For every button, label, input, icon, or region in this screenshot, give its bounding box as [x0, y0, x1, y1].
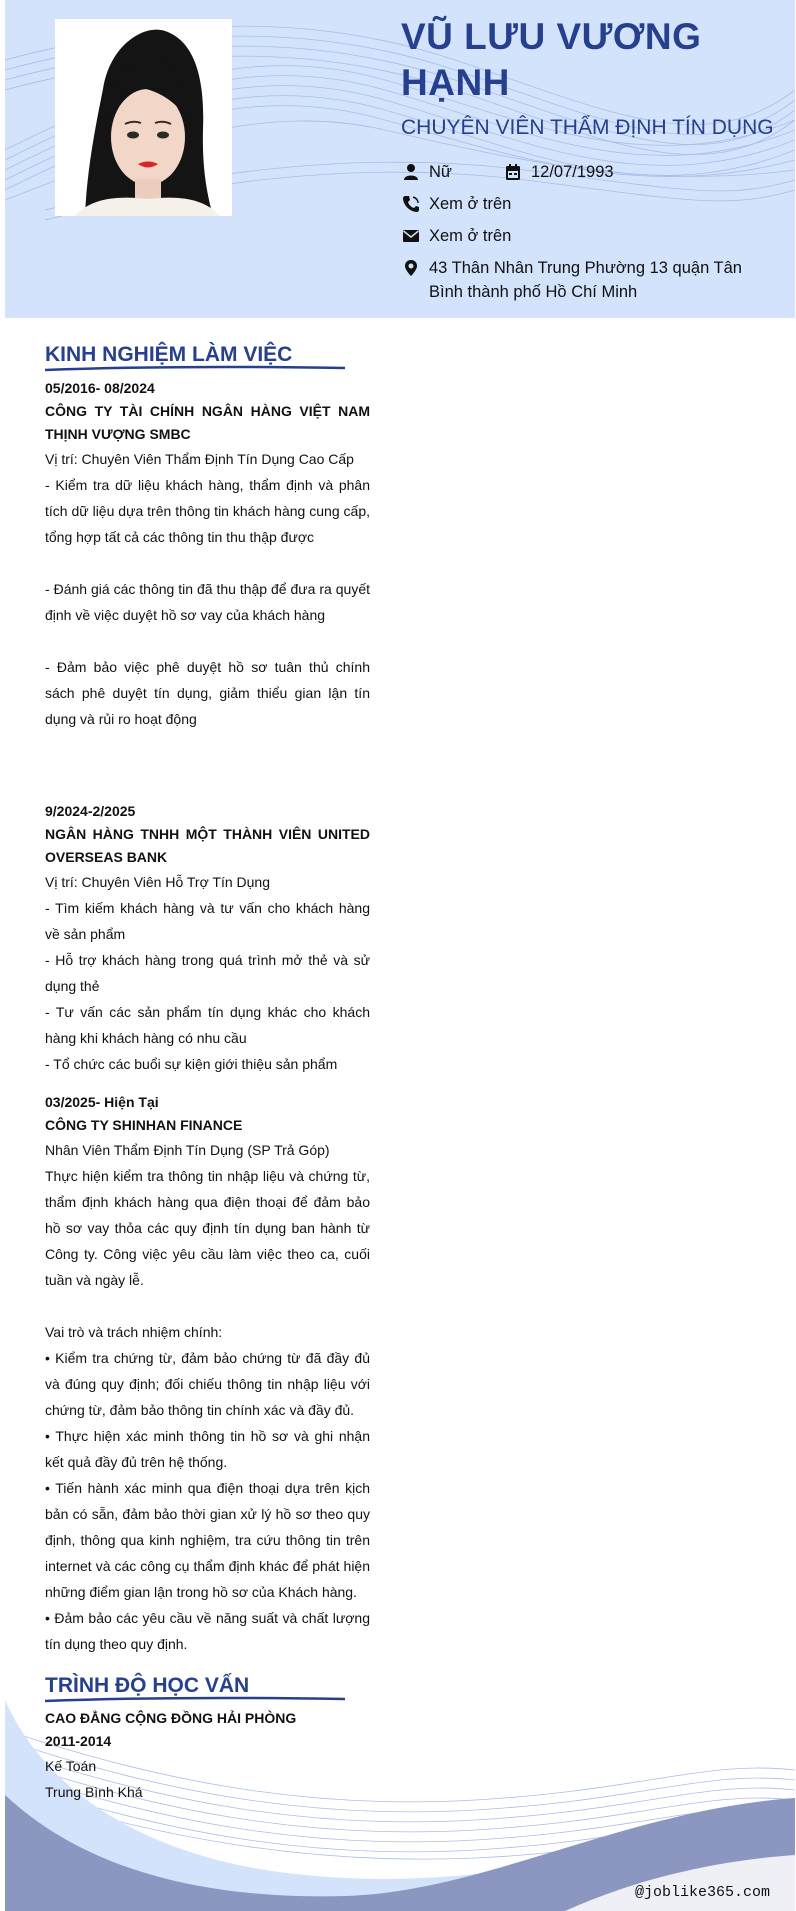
experience-entry — [45, 377, 370, 732]
experience-detail: - Tổ chức các buổi sự kiện giới thiệu sản phẩm — [45, 1056, 338, 1072]
phone-icon — [402, 195, 420, 213]
experience-company: NGÂN HÀNG TNHH MỘT THÀNH VIÊN UNITED OVERSEAS BANK — [45, 826, 370, 865]
gender-value: Nữ — [429, 163, 452, 181]
education-major: Kế Toán — [45, 1758, 97, 1774]
education-years: 2011-2014 — [45, 1733, 112, 1749]
user-icon — [402, 163, 420, 181]
experience-entry — [45, 800, 370, 1077]
experience-position: Vị trí: Chuyên Viên Thẩm Định Tín Dụng Cao Cấp — [45, 451, 354, 467]
experience-position: Vị trí: Chuyên Viên Hỗ Trợ Tín Dụng — [45, 874, 270, 890]
experience-detail: • Tiến hành xác minh qua điện thoại dựa trên kịch bản có sẵn, đảm bảo thời gian xử lý hồ sơ theo quy định, thông qua kinh nghiệm, tra cứu thông tin trên internet và các công cụ thẩm định khác để phát hiện những điểm gian lận trong hồ sơ của Khách hàng. — [45, 1480, 370, 1600]
experience-detail: • Thực hiện xác minh thông tin hồ sơ và ghi nhận kết quả đầy đủ trên hệ thống. — [45, 1428, 370, 1470]
portrait-illustration — [55, 19, 232, 216]
experience-detail: • Đảm bảo các yêu cầu về năng suất và chất lượng tín dụng theo quy định. — [45, 1610, 370, 1652]
experience-title-underline — [45, 365, 345, 373]
experience-detail: • Kiểm tra chứng từ, đảm bảo chứng từ đã đầy đủ và đúng quy định; đối chiếu thông tin nhập liệu với chứng từ, đảm bảo thông tin chính xác và đầy đủ. — [45, 1350, 370, 1418]
experience-detail: - Đánh giá các thông tin đã thu thập để đưa ra quyết định về việc duyệt hồ sơ vay của khách hàng — [45, 581, 370, 623]
education-grade: Trung Bình Khá — [45, 1784, 143, 1800]
spacer — [45, 628, 370, 654]
experience-date: 9/2024-2/2025 — [45, 803, 136, 819]
watermark: @joblike365.com — [634, 1884, 770, 1901]
education-section-title: TRÌNH ĐỘ HỌC VẤN — [45, 1674, 250, 1697]
experience-company: CÔNG TY TÀI CHÍNH NGÂN HÀNG VIỆT NAM THỊNH VƯỢNG SMBC — [45, 403, 370, 442]
birthdate-value: 12/07/1993 — [531, 163, 614, 181]
education-title-underline — [45, 1696, 345, 1704]
experience-detail: - Tư vấn các sản phẩm tín dụng khác cho khách hàng khi khách hàng có nhu cầu — [45, 1004, 370, 1046]
experience-company: CÔNG TY SHINHAN FINANCE — [45, 1117, 243, 1133]
experience-detail: Thực hiện kiểm tra thông tin nhập liệu và chứng từ, thẩm định khách hàng qua điện thoại để đảm bảo hồ sơ vay thỏa các quy định tín dụng ban hành từ Công ty. Công việc yêu cầu làm việc theo ca, cuối tuần và ngày lễ. — [45, 1168, 370, 1288]
candidate-name: VŨ LƯU VƯƠNG HẠNH — [401, 16, 702, 103]
experience-detail: Vai trò và trách nhiệm chính: — [45, 1324, 223, 1340]
experience-detail: - Hỗ trợ khách hàng trong quá trình mở thẻ và sử dụng thẻ — [45, 952, 370, 994]
experience-section-title: KINH NGHIỆM LÀM VIỆC — [45, 343, 293, 366]
experience-detail: - Đảm bảo việc phê duyệt hồ sơ tuân thủ chính sách phê duyệt tín dụng, giảm thiểu gian lận tín dụng và rủi ro hoạt động — [45, 659, 370, 727]
experience-entry — [45, 1091, 370, 1657]
address-value: 43 Thân Nhân Trung Phường 13 quận Tân Bình thành phố Hồ Chí Minh — [429, 259, 742, 301]
spacer — [45, 1293, 370, 1319]
phone-value: Xem ở trên — [429, 195, 512, 213]
education-school: CAO ĐẲNG CỘNG ĐỒNG HẢI PHÒNG — [45, 1710, 297, 1726]
experience-date: 03/2025- Hiện Tại — [45, 1094, 159, 1110]
email-value: Xem ở trên — [429, 227, 512, 245]
calendar-icon — [504, 163, 522, 181]
profile-photo — [55, 19, 232, 216]
experience-position: Nhân Viên Thẩm Định Tín Dụng (SP Trả Góp) — [45, 1142, 330, 1158]
envelope-icon — [402, 227, 420, 245]
spacer — [45, 550, 370, 576]
resume-page — [5, 0, 795, 1911]
experience-detail: - Kiểm tra dữ liệu khách hàng, thẩm định và phân tích dữ liệu dựa trên thông tin khách hàng cung cấp, tổng hợp tất cả các thông tin thu thập được — [45, 477, 370, 545]
experience-detail: - Tìm kiếm khách hàng và tư vấn cho khách hàng về sản phẩm — [45, 900, 370, 942]
experience-date: 05/2016- 08/2024 — [45, 380, 155, 396]
map-pin-icon — [402, 259, 420, 277]
job-title: CHUYÊN VIÊN THẨM ĐỊNH TÍN DỤNG — [401, 116, 774, 139]
education-entry — [45, 1707, 370, 1805]
